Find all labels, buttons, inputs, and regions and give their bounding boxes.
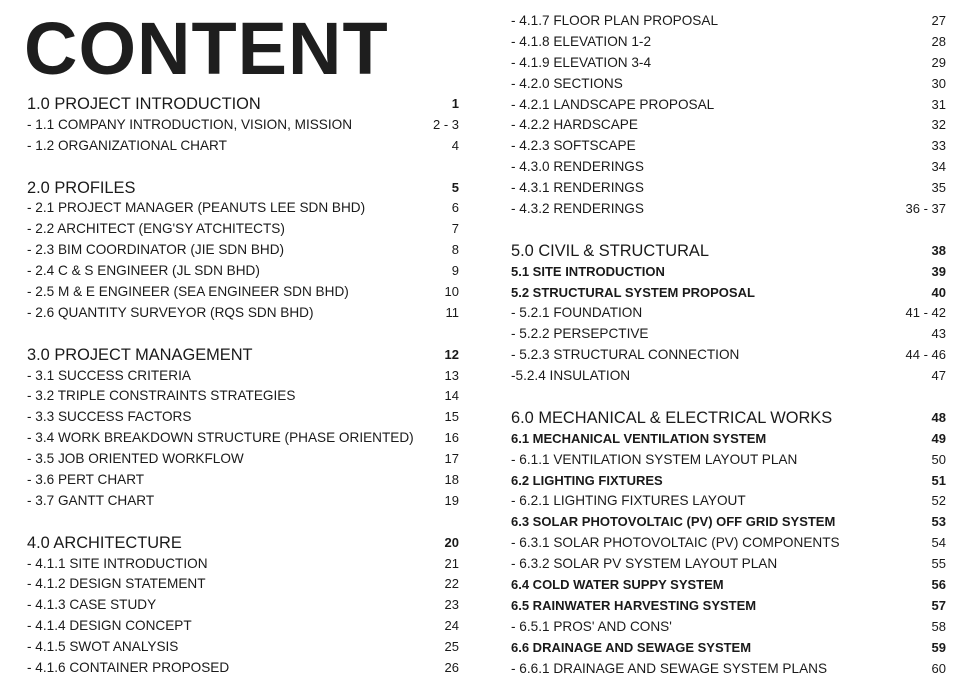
toc-page-number: 18 xyxy=(444,472,459,488)
toc-entry xyxy=(511,617,946,638)
toc-page-number: 33 xyxy=(931,138,946,154)
section-spacer xyxy=(27,512,459,533)
toc-page-number: 17 xyxy=(444,451,459,467)
toc-entry xyxy=(511,53,946,74)
toc-entry xyxy=(511,554,946,575)
toc-section-heading xyxy=(27,94,459,115)
toc-entry-label: - 4.3.0 RENDERINGS xyxy=(511,159,644,175)
toc-page-number: 48 xyxy=(931,409,946,425)
toc-entry-label: - 4.1.2 DESIGN STATEMENT xyxy=(27,576,206,592)
toc-page-number: 23 xyxy=(444,597,459,613)
toc-section-heading xyxy=(27,345,459,366)
toc-page-number: 53 xyxy=(931,514,946,530)
toc-entry-label: - 6.2.1 LIGHTING FIXTURES LAYOUT xyxy=(511,493,746,509)
toc-entry-label: 5.0 CIVIL & STRUCTURAL xyxy=(511,241,709,260)
toc-entry-label: - 5.2.3 STRUCTURAL CONNECTION xyxy=(511,347,740,363)
toc-entry-label: - 4.2.2 HARDSCAPE xyxy=(511,117,638,133)
toc-page-number: 22 xyxy=(444,576,459,592)
toc-entry-label: - 3.1 SUCCESS CRITERIA xyxy=(27,367,191,383)
toc-page-number: 43 xyxy=(931,326,946,342)
toc-page-number: 19 xyxy=(444,492,459,508)
toc-entry-label: - 2.3 BIM COORDINATOR (JIE SDN BHD) xyxy=(27,242,285,258)
toc-entry xyxy=(27,491,459,512)
toc-entry-label: 2.0 PROFILES xyxy=(27,178,136,197)
toc-page-number: 38 xyxy=(931,242,946,258)
toc-page-number: 44 - 46 xyxy=(905,347,946,363)
toc-entry xyxy=(511,178,946,199)
toc-page-number: 9 xyxy=(451,263,459,279)
toc-page-number: 6 xyxy=(451,200,459,216)
toc-page-number: 31 xyxy=(931,96,946,112)
toc-entry-label: - 3.6 PERT CHART xyxy=(27,472,145,488)
toc-entry-label: - 3.4 WORK BREAKDOWN STRUCTURE (PHASE ORIENTED) xyxy=(27,430,414,446)
toc-entry-label: - 4.2.1 LANDSCAPE PROPOSAL xyxy=(511,96,715,112)
toc-entry xyxy=(27,470,459,491)
toc-right-column xyxy=(511,11,946,680)
toc-entry xyxy=(27,449,459,470)
toc-entry-label: - 3.7 GANTT CHART xyxy=(27,492,155,508)
toc-entry xyxy=(511,95,946,116)
toc-entry xyxy=(511,471,946,492)
toc-entry-label: - 6.3.1 SOLAR PHOTOVOLTAIC (PV) COMPONENTS xyxy=(511,535,840,551)
toc-entry-label: - 2.1 PROJECT MANAGER (PEANUTS LEE SDN BHD) xyxy=(27,200,366,216)
toc-page-number: 34 xyxy=(931,159,946,175)
toc-page-number: 58 xyxy=(931,618,946,634)
toc-page-number: 41 - 42 xyxy=(905,305,946,321)
toc-page-number: 21 xyxy=(444,555,459,571)
toc-entry-label: - 2.2 ARCHITECT (ENG'SY ATCHITECTS) xyxy=(27,221,285,237)
toc-entry-label: - 4.1.9 ELEVATION 3-4 xyxy=(511,54,652,70)
toc-entry xyxy=(27,407,459,428)
section-spacer xyxy=(511,220,946,241)
toc-page-number: 49 xyxy=(931,430,946,446)
toc-entry xyxy=(27,428,459,449)
toc-section-heading xyxy=(511,408,946,429)
toc-entry xyxy=(27,574,459,595)
toc-entry xyxy=(511,324,946,345)
toc-page-number: 24 xyxy=(444,618,459,634)
toc-page-number: 57 xyxy=(931,597,946,613)
toc-entry-label: 6.0 MECHANICAL & ELECTRICAL WORKS xyxy=(511,408,833,427)
toc-entry-label: - 3.2 TRIPLE CONSTRAINTS STRATEGIES xyxy=(27,388,296,404)
toc-entry xyxy=(27,219,459,240)
toc-entry-label: 6.2 LIGHTING FIXTURES xyxy=(511,472,663,488)
toc-entry xyxy=(27,240,459,261)
toc-page-number: 20 xyxy=(444,534,459,550)
toc-entry-label: - 5.2.1 FOUNDATION xyxy=(511,305,643,321)
toc-entry-label: - 2.4 C & S ENGINEER (JL SDN BHD) xyxy=(27,263,260,279)
toc-page-number: 25 xyxy=(444,639,459,655)
toc-entry xyxy=(511,491,946,512)
toc-entry xyxy=(511,638,946,659)
toc-entry xyxy=(511,262,946,283)
toc-entry xyxy=(511,533,946,554)
toc-page-number: 55 xyxy=(931,556,946,572)
toc-entry-label: - 2.5 M & E ENGINEER (SEA ENGINEER SDN BHD) xyxy=(27,284,349,300)
page-title: CONTENT xyxy=(24,7,389,90)
toc-left-column xyxy=(27,94,459,679)
toc-entry-label: - 6.1.1 VENTILATION SYSTEM LAYOUT PLAN xyxy=(511,451,798,467)
toc-entry xyxy=(511,345,946,366)
toc-entry-label: - 3.5 JOB ORIENTED WORKFLOW xyxy=(27,451,244,467)
toc-entry-label: 6.3 SOLAR PHOTOVOLTAIC (PV) OFF GRID SYSTEM xyxy=(511,514,836,530)
toc-entry-label: - 6.5.1 PROS' AND CONS' xyxy=(511,618,672,634)
toc-page-number: 7 xyxy=(451,221,459,237)
toc-entry xyxy=(511,575,946,596)
section-spacer xyxy=(27,324,459,345)
toc-page-number: 50 xyxy=(931,451,946,467)
toc-entry xyxy=(511,450,946,471)
toc-page-number: 54 xyxy=(931,535,946,551)
toc-entry-label: 5.1 SITE INTRODUCTION xyxy=(511,263,665,279)
toc-entry-label: - 4.1.3 CASE STUDY xyxy=(27,597,157,613)
toc-page-number: 47 xyxy=(931,368,946,384)
toc-entry-label: - 4.1.7 FLOOR PLAN PROPOSAL xyxy=(511,13,718,28)
toc-entry-label: 6.6 DRAINAGE AND SEWAGE SYSTEM xyxy=(511,639,752,655)
toc-page-number: 39 xyxy=(931,263,946,279)
toc-entry-label: - 4.1.1 SITE INTRODUCTION xyxy=(27,555,208,571)
toc-entry-label: - 4.2.0 SECTIONS xyxy=(511,75,623,91)
toc-page-number: 52 xyxy=(931,493,946,509)
toc-entry xyxy=(27,366,459,387)
toc-entry xyxy=(27,282,459,303)
toc-entry xyxy=(511,136,946,157)
toc-page-number: 51 xyxy=(931,472,946,488)
toc-entry-label: 6.1 MECHANICAL VENTILATION SYSTEM xyxy=(511,430,767,446)
toc-entry-label: 6.4 COLD WATER SUPPY SYSTEM xyxy=(511,577,724,593)
toc-entry-label: - 4.3.1 RENDERINGS xyxy=(511,180,644,196)
toc-entry xyxy=(511,283,946,304)
toc-page-number: 10 xyxy=(444,284,459,300)
toc-entry xyxy=(27,658,459,679)
toc-entry xyxy=(27,198,459,219)
toc-page-number: 4 xyxy=(451,137,459,153)
toc-entry-label: - 1.1 COMPANY INTRODUCTION, VISION, MISSION xyxy=(27,116,353,132)
toc-page-number: 30 xyxy=(931,75,946,91)
toc-section-heading xyxy=(511,241,946,262)
toc-page-number: 28 xyxy=(931,33,946,49)
toc-page-number: 15 xyxy=(444,409,459,425)
toc-entry xyxy=(27,554,459,575)
toc-entry-label: - 5.2.2 PERSEPCTIVE xyxy=(511,326,649,342)
toc-entry xyxy=(27,637,459,658)
toc-entry xyxy=(511,157,946,178)
toc-entry-label: - 1.2 ORGANIZATIONAL CHART xyxy=(27,137,227,153)
toc-entry xyxy=(27,136,459,157)
toc-entry-label: - 4.3.2 RENDERINGS xyxy=(511,201,644,217)
toc-page-number: 56 xyxy=(931,577,946,593)
toc-entry xyxy=(511,303,946,324)
toc-page-number: 35 xyxy=(931,180,946,196)
toc-entry-label: 1.0 PROJECT INTRODUCTION xyxy=(27,95,261,113)
toc-page-number: 2 - 3 xyxy=(432,116,459,132)
toc-entry xyxy=(27,386,459,407)
toc-entry-label: - 4.1.8 ELEVATION 1-2 xyxy=(511,33,652,49)
toc-page-number: 32 xyxy=(931,117,946,133)
toc-entry-label: 6.5 RAINWATER HARVESTING SYSTEM xyxy=(511,597,757,613)
toc-entry-label: - 3.3 SUCCESS FACTORS xyxy=(27,409,192,425)
toc-page-number: 13 xyxy=(444,367,459,383)
toc-page-number: 27 xyxy=(931,13,946,28)
toc-entry xyxy=(27,595,459,616)
toc-entry xyxy=(511,32,946,53)
toc-entry-label: 4.0 ARCHITECTURE xyxy=(27,533,182,552)
toc-section-heading xyxy=(27,178,459,199)
toc-entry xyxy=(27,303,459,324)
toc-entry-label: - 6.3.2 SOLAR PV SYSTEM LAYOUT PLAN xyxy=(511,556,778,572)
toc-entry-label: - 6.6.1 DRAINAGE AND SEWAGE SYSTEM PLANS xyxy=(511,660,828,676)
toc-entry xyxy=(511,512,946,533)
toc-entry xyxy=(27,115,459,136)
toc-entry-label: 5.2 STRUCTURAL SYSTEM PROPOSAL xyxy=(511,284,755,300)
toc-entry xyxy=(511,596,946,617)
toc-page-number: 14 xyxy=(444,388,459,404)
toc-page-number: 8 xyxy=(451,242,459,258)
toc-entry-label: - 4.1.6 CONTAINER PROPOSED xyxy=(27,660,230,676)
toc-page-number: 59 xyxy=(931,639,946,655)
toc-entry-label: - 4.1.4 DESIGN CONCEPT xyxy=(27,618,192,634)
toc-entry xyxy=(511,659,946,680)
toc-entry xyxy=(511,429,946,450)
toc-page-number: 11 xyxy=(445,304,459,320)
toc-page-number: 29 xyxy=(931,54,946,70)
toc-page-number: 36 - 37 xyxy=(905,201,946,217)
toc-entry xyxy=(511,199,946,220)
toc-entry-label: - 4.1.5 SWOT ANALYSIS xyxy=(27,639,179,655)
toc-page-number: 5 xyxy=(451,179,459,195)
toc-entry xyxy=(27,261,459,282)
toc-entry xyxy=(511,11,946,32)
section-spacer xyxy=(27,157,459,178)
toc-page-number: 26 xyxy=(444,660,459,676)
toc-page-number: 16 xyxy=(444,430,459,446)
toc-page-number: 1 xyxy=(451,96,459,111)
toc-entry-label: - 2.6 QUANTITY SURVEYOR (RQS SDN BHD) xyxy=(27,304,314,320)
toc-entry xyxy=(511,366,946,387)
toc-entry xyxy=(511,74,946,95)
toc-entry-label: - 4.2.3 SOFTSCAPE xyxy=(511,138,636,154)
toc-page-number: 40 xyxy=(931,284,946,300)
section-spacer xyxy=(511,387,946,408)
toc-page-number: 12 xyxy=(444,346,459,362)
toc-entry-label: -5.2.4 INSULATION xyxy=(511,368,631,384)
toc-section-heading xyxy=(27,533,459,554)
toc-entry xyxy=(511,115,946,136)
toc-entry xyxy=(27,616,459,637)
toc-page-number: 60 xyxy=(931,660,946,676)
toc-entry-label: 3.0 PROJECT MANAGEMENT xyxy=(27,345,253,364)
